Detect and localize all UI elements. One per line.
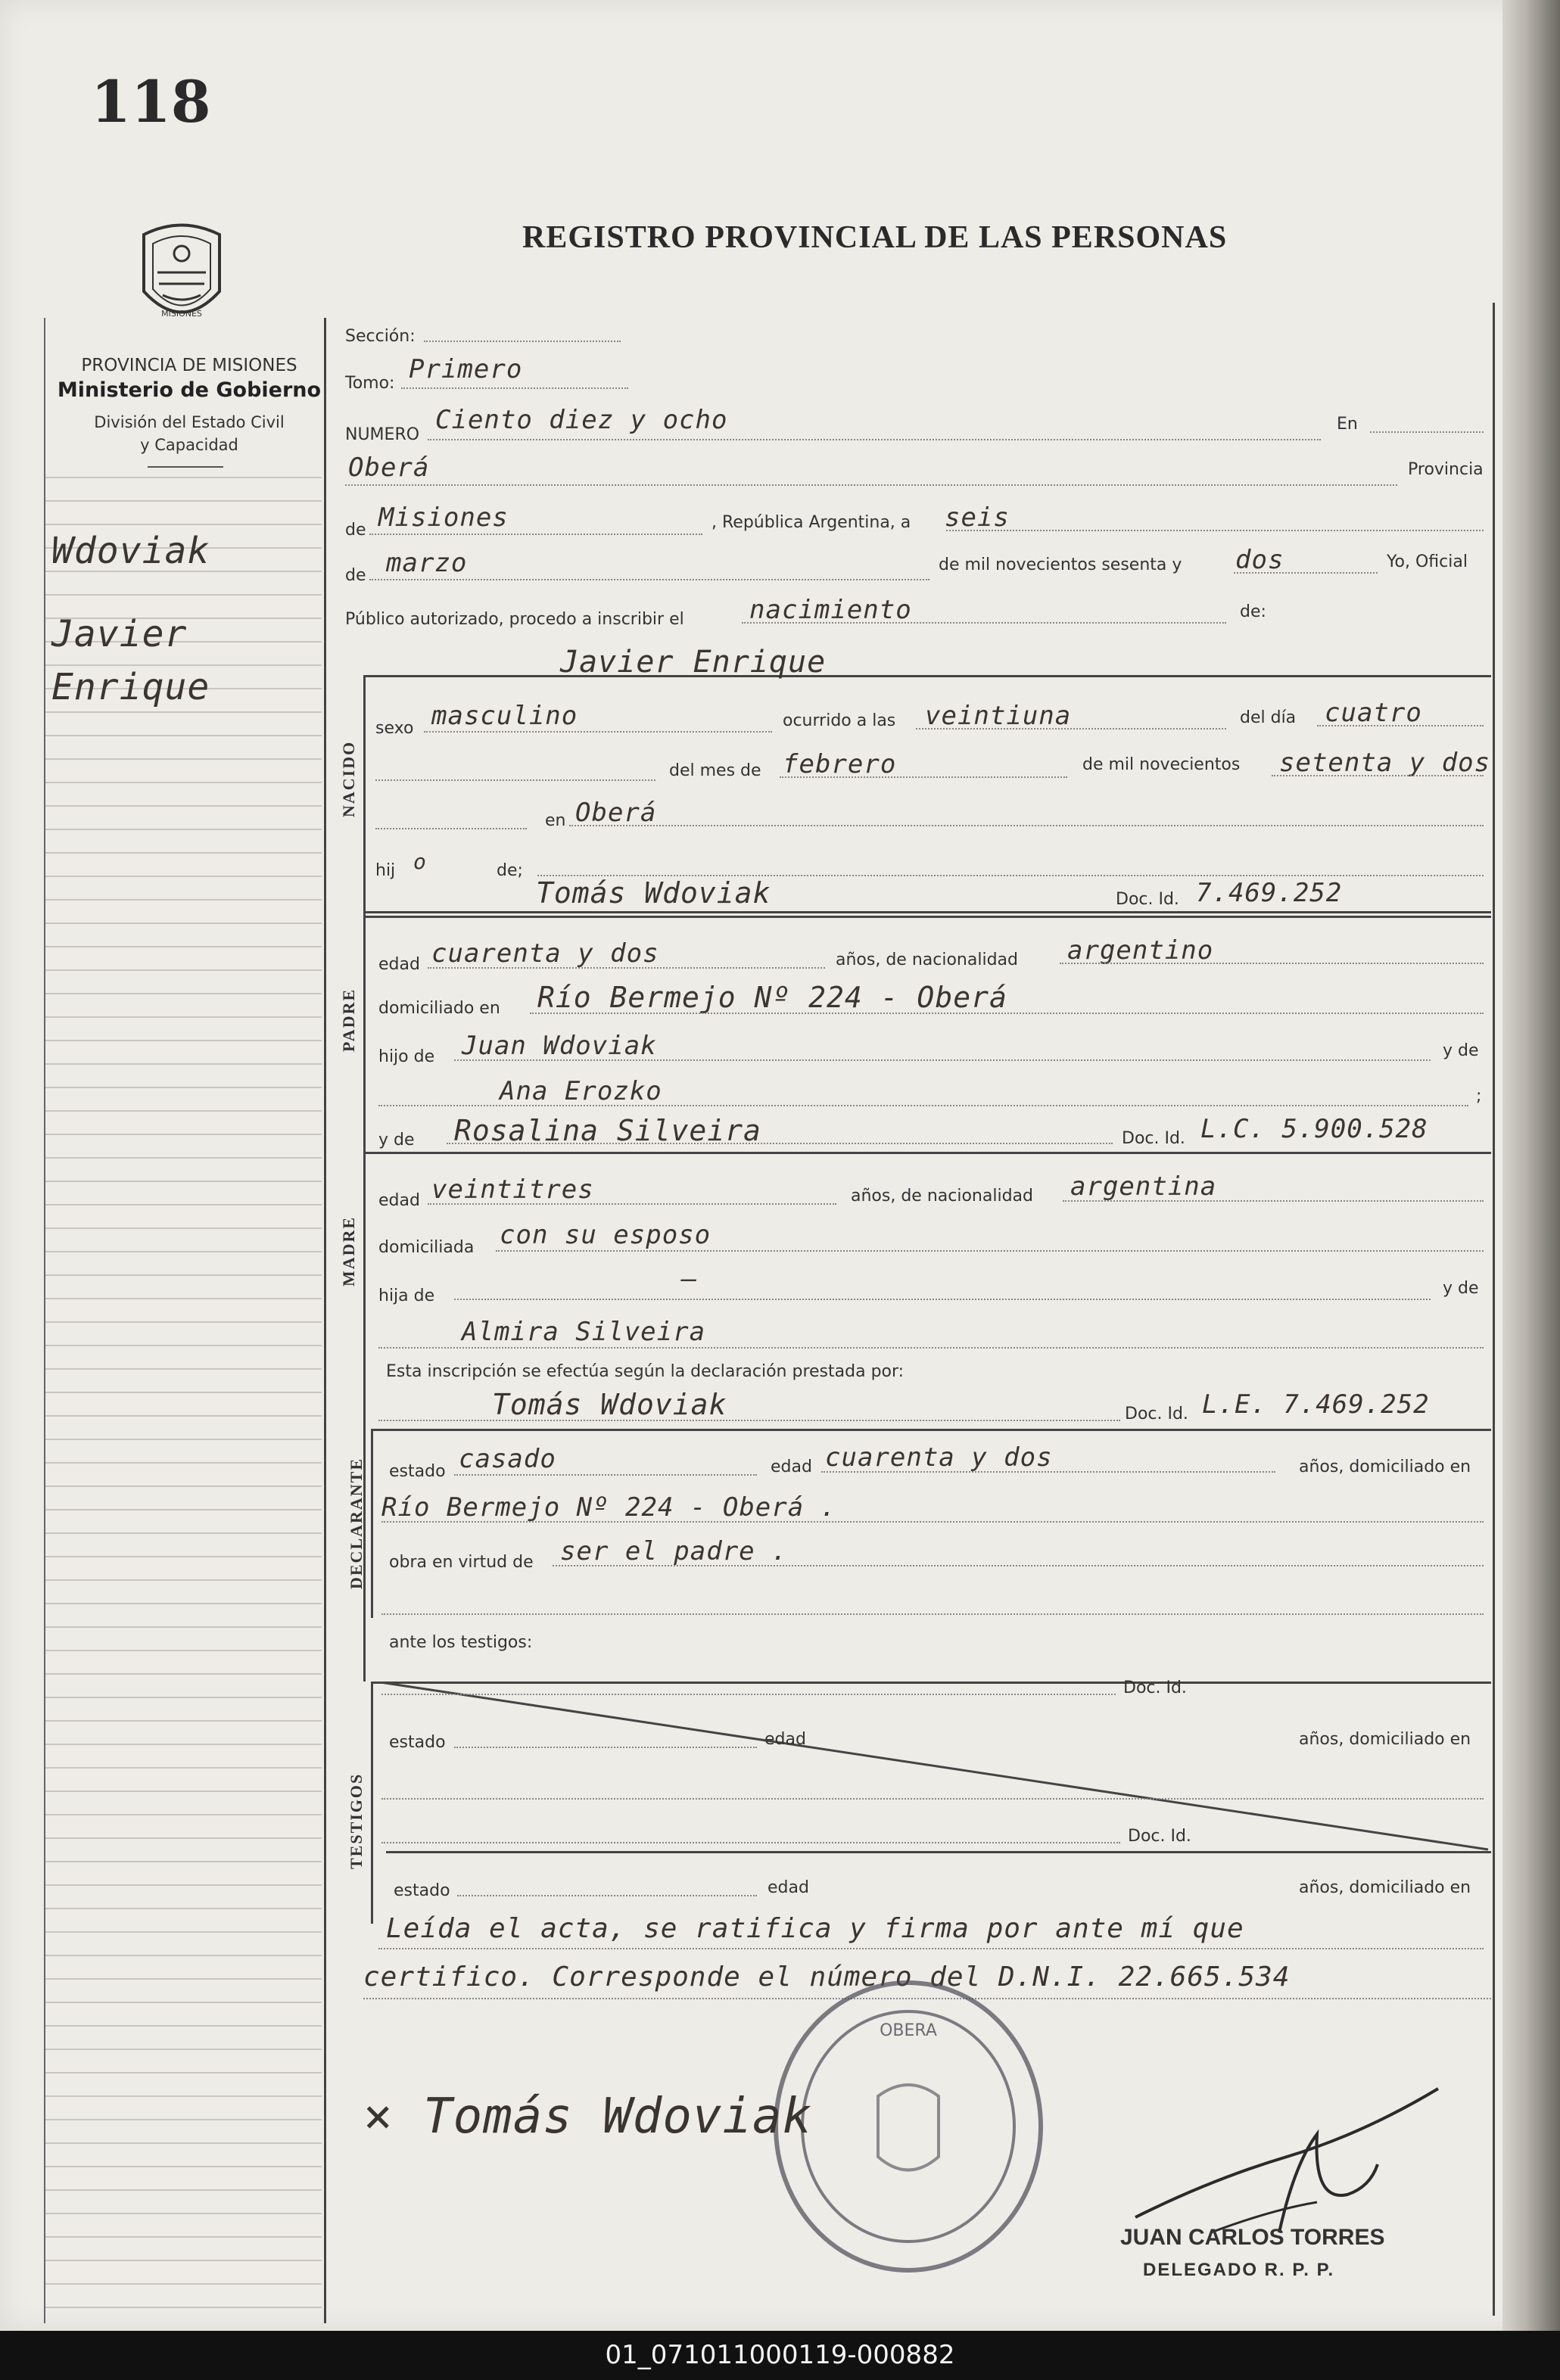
margin-rule-line [45,2260,322,2261]
margin-rule-line [45,1837,322,1839]
value-declarante-edad: cuarenta y dos [825,1442,1053,1473]
field-line [401,387,628,389]
field-line [381,1521,1484,1523]
book-spine-edge [1502,0,1560,2331]
field-line [447,1143,1113,1144]
section-rule [363,916,1491,918]
field-line [378,1948,1484,1949]
issuer-line-3: División del Estado Civil [94,413,285,431]
closing-line-2: certifico. Corresponde el número del D.N.I. 22.665.534 [363,1962,1291,1993]
value-madre-domicilio: con su esposo [500,1220,711,1250]
label-declarante-obra: obra en virtud de [389,1553,534,1572]
section-rule [386,1851,1491,1853]
label-publico: Público autorizado, procedo a inscribir el [345,610,684,629]
margin-rule-line [45,2072,322,2074]
section-side-rule [371,1429,373,1618]
label-en: En [1337,415,1358,434]
label-declarante-estado: estado [389,1462,446,1481]
label-madre-y-de: y de [1443,1279,1479,1298]
field-line [553,1565,1484,1566]
field-line [424,341,621,342]
label-declarante-doc: Doc. Id. [1125,1405,1188,1423]
label-testigo1-edad: edad [764,1730,806,1749]
value-lugar: Oberá [348,453,430,483]
field-line [424,731,772,733]
section-rule [371,1429,1491,1431]
margin-rule-line [45,1321,322,1323]
margin-rule-line [45,969,322,971]
value-padre-hijo-de-1: Juan Wdoviak [462,1031,657,1061]
margin-rule-line [45,1673,322,1675]
label-testigo2-edad: edad [768,1878,809,1897]
value-declarante-nombre: Tomás Wdoviak [492,1388,727,1421]
field-line [381,1842,1120,1843]
label-declarante-domicilio: años, domiciliado en [1299,1458,1471,1476]
section-rule [363,675,1491,677]
label-madre-domicilio: domiciliada [378,1238,475,1257]
value-anio-acta: dos [1235,545,1284,575]
field-line [381,1694,1116,1695]
value-madre-hija-de-1: — [681,1264,698,1294]
label-testigo2-doc: Doc. Id. [1128,1827,1191,1846]
coat-of-arms-icon [129,219,235,341]
closing-line-1: Leída el acta, se ratifica y firma por ante mí que [386,1913,1244,1944]
label-testigo2-estado: estado [394,1881,450,1900]
label-de-mil-novecientos: de mil novecientos [1082,755,1241,774]
margin-rule-line [45,1298,322,1299]
label-del-dia: del día [1240,708,1297,727]
label-madre-y-de: y de [378,1131,415,1150]
margin-rule-line [45,1955,322,1956]
margin-rule-line [45,1556,322,1557]
margin-rule-line [45,524,322,525]
margin-rule-line [45,1251,322,1252]
label-esta-inscripcion: Esta inscripción se efectúa según la declaración prestada por: [386,1362,905,1381]
field-line [381,1613,1484,1615]
field-line [1370,431,1484,433]
margin-rule-line [45,2189,322,2191]
declarant-signature: × Tomás Wdoviak [363,2089,812,2145]
field-line [530,1013,1484,1014]
margin-rule-line [45,1626,322,1628]
right-border-rule [1493,303,1495,2316]
label-hij: hij [375,861,396,880]
field-line [496,1250,1484,1252]
value-sexo: masculino [431,701,578,731]
side-label-madre: MADRE [339,1215,358,1286]
margin-rule-line [45,500,322,502]
margin-rule-line [45,2119,322,2120]
margin-given-1: Javier [51,613,188,655]
margin-rule-line [45,1415,322,1417]
field-line [780,776,1067,778]
label-mil-novecientos-sesenta: de mil novecientos sesenta y [939,555,1182,574]
field-line [454,1474,757,1476]
official-name: JUAN CARLOS TORRES [1120,2225,1385,2250]
value-padre-domicilio: Río Bermejo Nº 224 - Oberá [537,981,1007,1014]
issuer-line-4: y Capacidad [140,436,238,454]
margin-rule-line [45,899,322,901]
field-line [375,779,655,781]
margin-rule-line [45,1814,322,1815]
margin-rule-line [45,1509,322,1510]
value-declarante-doc: L.E. 7.469.252 [1202,1389,1430,1420]
image-caption: 01_071011000119-000882 [0,2331,1560,2380]
side-label-declarante: DECLARANTE [347,1457,366,1589]
margin-rule-line [45,2307,322,2308]
issuer-underline [148,466,223,468]
field-line [381,1798,1484,1800]
margin-rule-line [45,1579,322,1581]
field-line [454,1059,1431,1061]
margin-rule-line [45,2213,322,2214]
field-line [378,1105,1468,1106]
margin-given-2: Enrique [51,666,210,708]
margin-rule-line [45,1016,322,1018]
margin-rule-line [45,876,322,877]
label-provincia: Provincia [1408,460,1484,479]
cancel-diagonal-line [375,1682,1496,1856]
field-line [378,1347,1484,1349]
label-testigo1-doc: Doc. Id. [1123,1678,1187,1697]
label-ante-testigos: ante los testigos: [389,1633,533,1652]
label-yo-oficial: Yo, Oficial [1387,552,1468,571]
field-line [378,1420,1120,1421]
value-madre-edad: veintitres [431,1174,594,1205]
value-declarante-estado: casado [459,1444,556,1474]
label-sexo: sexo [375,719,414,738]
value-mes: febrero [783,749,897,779]
margin-rule-line [45,1603,322,1604]
margin-rule-line [45,1767,322,1769]
official-title: DELEGADO R. P. P. [1143,2260,1335,2280]
margin-rule-line [45,1392,322,1393]
label-padre-nacionalidad: años, de nacionalidad [836,950,1018,969]
field-line [742,622,1226,624]
value-lugar-nacimiento: Oberá [575,798,657,828]
field-line [1272,775,1484,776]
field-line [457,1895,757,1896]
side-label-padre: PADRE [339,988,358,1052]
margin-rule-line [45,1978,322,1980]
margin-rule-line [45,993,322,994]
field-line [1317,725,1484,726]
margin-rule-line [45,1040,322,1041]
value-madre-hija-de-2: Almira Silveira [462,1317,706,1347]
label-testigo1-domicilio: años, domiciliado en [1299,1730,1471,1749]
margin-rule-line [45,1134,322,1135]
value-numero: Ciento diez y ocho [435,405,728,435]
section-rule [363,1152,1491,1154]
margin-rule-line [45,1884,322,1886]
label-padre-domicilio: domiciliado en [378,999,500,1018]
margin-rule-line [45,1931,322,1933]
label-madre-doc: Doc. Id. [1122,1129,1185,1148]
margin-rule-line [45,2095,322,2097]
margin-rule-line [45,1110,322,1112]
margin-rule-line [45,1697,322,1698]
margin-rule-line [45,946,322,947]
margin-rule-line [45,1063,322,1065]
margin-surname: Wdoviak [51,530,210,572]
field-line [369,534,702,535]
value-padre-nombre: Tomás Wdoviak [536,876,771,910]
value-padre-edad: cuarenta y dos [431,938,659,969]
margin-rule-line [45,1204,322,1206]
value-dia: cuatro [1325,698,1422,728]
label-padre-edad: edad [378,955,420,974]
label-de-colon: de: [1240,602,1266,621]
field-line [454,1299,1431,1300]
margin-rule-line [45,1861,322,1862]
label-republica: , República Argentina, a [711,513,911,532]
label-tomo: Tomo: [345,374,395,393]
field-line [428,967,825,969]
label-testigo1-estado: estado [389,1733,446,1752]
value-declarante-domicilio: Río Bermejo Nº 224 - Oberá . [381,1492,837,1523]
margin-rule-line [45,1157,322,1159]
margin-rule-line [45,1790,322,1792]
label-madre-nacionalidad: años, de nacionalidad [851,1187,1033,1206]
field-line [569,825,1484,826]
issuer-line-2: Ministerio de Gobierno [57,378,322,402]
margin-divider-rule [324,318,326,2323]
value-madre-nombre: Rosalina Silveira [454,1114,761,1147]
field-line [1060,963,1484,964]
margin-rule-line [45,1274,322,1276]
margin-rule-line [45,1181,322,1182]
margin-rule-line [45,852,322,854]
section-side-rule [363,1152,366,1355]
value-madre-nacionalidad: argentina [1070,1171,1217,1202]
margin-rule-line [45,1720,322,1722]
margin-rule-line [45,1439,322,1440]
value-declarante-obra: ser el padre . [560,1536,788,1566]
value-mes-acta: marzo [386,548,468,578]
value-tipo-acta: nacimiento [749,595,912,625]
margin-rule-line [45,2002,322,2003]
label-padre-y-de: y de [1443,1041,1479,1060]
label-declarante-edad: edad [771,1458,812,1476]
label-de-semicolon: de; [497,861,523,880]
section-side-rule [371,1682,373,1924]
margin-rule-line [45,782,322,783]
margin-rule-line [45,829,322,830]
label-madre-hija-de: hija de [378,1286,435,1305]
value-padre-nacionalidad: argentino [1067,935,1214,966]
field-line [369,579,929,580]
value-madre-doc: L.C. 5.900.528 [1200,1114,1428,1144]
field-line [428,439,1321,440]
value-dia-acta: seis [945,502,1010,533]
label-numero: NUMERO [345,425,420,444]
stamp-text: OBERA [880,2021,937,2040]
margin-rule-line [45,1908,322,1909]
field-line [428,1203,836,1205]
field-line [946,530,1484,531]
page-number: 118 [91,68,211,135]
margin-rule-line [45,1744,322,1745]
margin-rule-line [45,1227,322,1229]
label-del-mes: del mes de [669,761,761,780]
label-padre-semicolon: ; [1476,1087,1482,1106]
margin-rule-line [45,2166,322,2167]
value-hora: veintiuna [925,701,1072,731]
field-line [345,484,1397,486]
label-seccion: Sección: [345,327,416,346]
label-en-lugar: en [545,811,566,830]
side-label-nacido: NACIDO [339,740,358,817]
margin-rule-line [45,711,322,713]
value-hij-suffix: o [413,849,427,874]
margin-rule-line [45,1462,322,1464]
side-label-testigos: TESTIGOS [347,1772,366,1869]
margin-rule-line [45,1486,322,1487]
margin-rule-line [45,1087,322,1088]
margin-rule-line [45,805,322,807]
label-madre-edad: edad [378,1191,420,1210]
margin-rule-line [45,2025,322,2027]
margin-rule-line [45,758,322,760]
document-title: REGISTRO PROVINCIAL DE LAS PERSONAS [522,220,1228,255]
margin-rule-line [45,2236,322,2238]
margin-rule-line [45,735,322,736]
margin-rule-line [45,2049,322,2050]
field-line [375,828,527,829]
value-anio: setenta y dos [1279,748,1491,778]
margin-rule-line [45,477,322,478]
margin-rule-line [45,594,322,596]
label-de-2: de [345,566,366,585]
value-padre-doc: 7.469.252 [1196,878,1343,908]
value-nombre-nacido: Javier Enrique [560,645,827,680]
field-line [1234,572,1378,574]
label-ocurrido: ocurrido a las [783,711,896,730]
label-padre-hijo-de: hijo de [378,1047,435,1066]
section-rule [363,911,1491,913]
seal-text: MISIONES [161,309,202,319]
margin-rule-line [45,1345,322,1346]
issuer-line-1: PROVINCIA DE MISIONES [81,356,297,375]
label-padre-doc: Doc. Id. [1116,890,1179,909]
margin-rule-line [45,1368,322,1370]
label-testigo2-domicilio: años, domiciliado en [1299,1878,1471,1897]
value-padre-hijo-de-2: Ana Erozko [500,1076,662,1106]
field-line [454,1747,757,1748]
label-de: de [345,521,366,540]
margin-rule-line [45,1532,322,1534]
margin-rule-line [45,2283,322,2285]
value-tomo: Primero [409,354,523,384]
field-line [821,1471,1275,1473]
margin-rule-line [45,1650,322,1651]
field-line [916,728,1226,730]
margin-rule-line [45,922,322,924]
margin-left-rule [44,318,45,2323]
margin-rule-line [45,2142,322,2144]
value-provincia: Misiones [378,502,509,533]
field-line [1063,1200,1484,1202]
